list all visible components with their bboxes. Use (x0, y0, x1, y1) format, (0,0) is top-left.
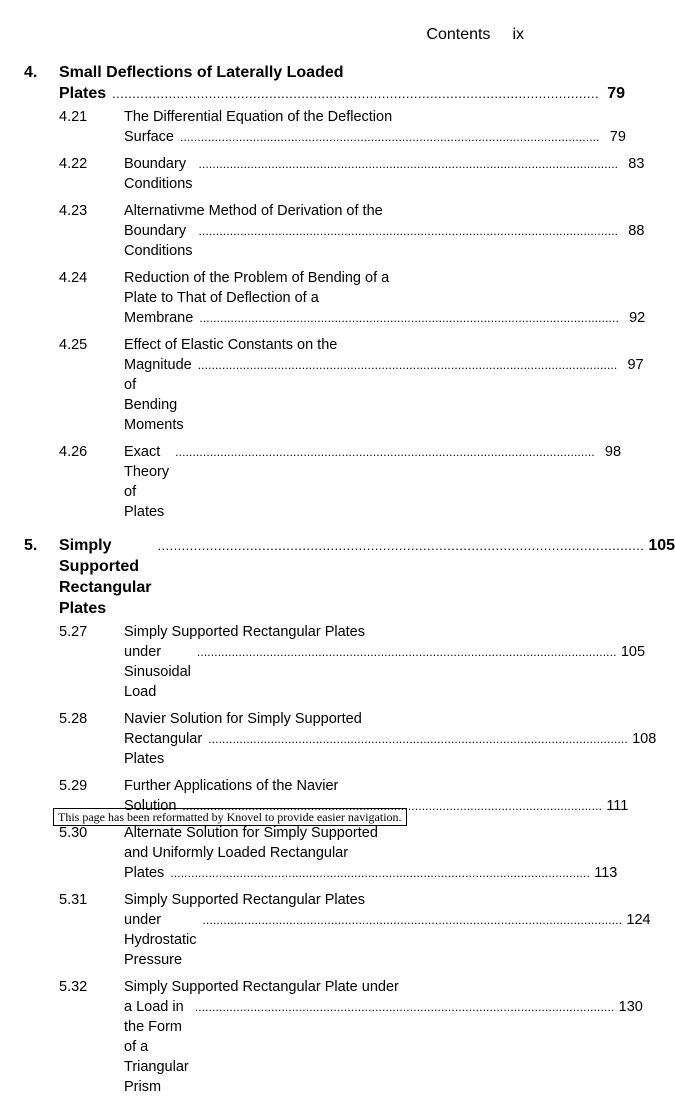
section-title-line: Solution (124, 798, 177, 814)
dot-leader (199, 154, 617, 174)
section-page-number: 113 (594, 865, 618, 881)
section-title-line: Rectangular Plates (124, 731, 203, 767)
dot-leader (112, 83, 597, 104)
chapter-page-number: 105 (648, 537, 675, 554)
chapter-number: 4. (24, 64, 38, 81)
section-number: 4.23 (59, 203, 88, 219)
section-page-number: 92 (629, 310, 646, 326)
dot-leader (203, 910, 621, 930)
section-entry[interactable] (24, 709, 657, 769)
chapter-heading[interactable] (24, 535, 675, 619)
section-title-line: Magnitude of Bending Moments (124, 357, 192, 433)
section-title-line: Effect of Elastic Constants on the (124, 337, 338, 353)
chapter-title-line: Simply Supported Rectangular Plates (59, 537, 152, 617)
section-page-number: 108 (632, 731, 657, 747)
section-page-number: 111 (606, 798, 629, 814)
section-page-number: 105 (620, 644, 646, 660)
section-page-number: 83 (628, 156, 645, 172)
running-header (426, 26, 524, 44)
header-page-number: ix (512, 26, 524, 43)
chapter-title-line: Plates (59, 85, 107, 102)
section-entry[interactable] (24, 201, 645, 261)
section-title-line: The Differential Equation of the Deflection (124, 109, 393, 125)
dot-leader (195, 997, 613, 1017)
footer-note: This page has been reformatted by Knovel to provide easier navigation. (53, 808, 407, 826)
section-number: 5.31 (59, 892, 88, 908)
section-page-number: 79 (609, 129, 626, 145)
dot-leader (199, 308, 617, 328)
section-page-number: 98 (604, 444, 622, 460)
section-entry[interactable] (24, 335, 644, 435)
section-title-line: under Sinusoidal Load (124, 644, 191, 700)
section-title-line: and Uniformly Loaded Rectangular (124, 845, 349, 861)
dot-leader (197, 642, 615, 662)
table-of-contents (24, 62, 675, 1110)
section-title-line: Exact Theory of Plates (124, 444, 170, 520)
dot-leader (175, 442, 593, 462)
section-number: 4.22 (59, 156, 88, 172)
dot-leader (199, 221, 617, 241)
section-entry[interactable] (24, 977, 643, 1097)
section-number: 4.25 (59, 337, 88, 353)
section-title-line: Navier Solution for Simply Supported (124, 711, 362, 727)
dot-leader (157, 535, 642, 556)
section-title-line: Alternate Solution for Simply Supported (124, 825, 378, 841)
section-page-number: 88 (628, 223, 645, 239)
section-number: 5.27 (59, 624, 88, 640)
section-entry[interactable] (24, 154, 645, 194)
section-entry[interactable] (24, 107, 626, 147)
section-title-line: a Load in the Form of a Triangular Prism (124, 999, 189, 1095)
section-number: 5.28 (59, 711, 88, 727)
section-number: 5.32 (59, 979, 88, 995)
section-title-line: Reduction of the Problem of Bending of a (124, 270, 390, 286)
section-number: 4.21 (59, 109, 88, 125)
section-title-line: Simply Supported Rectangular Plates (124, 624, 365, 640)
section-title-line: Alternativme Method of Derivation of the (124, 203, 383, 219)
dot-leader (198, 355, 616, 375)
section-title-line: Simply Supported Rectangular Plates (124, 892, 365, 908)
section-number: 4.26 (59, 444, 88, 460)
section-entry[interactable] (24, 890, 651, 970)
section-page-number: 97 (627, 357, 644, 373)
section-title-line: Surface (124, 129, 174, 145)
dot-leader (180, 127, 598, 147)
section-title-line: Boundary Conditions (124, 223, 193, 259)
section-number: 5.30 (59, 825, 88, 841)
section-title-line: Plate to That of Deflection of a (124, 290, 319, 306)
section-title-line: Plates (124, 865, 165, 881)
chapter-entry (24, 62, 646, 522)
section-number: 4.24 (59, 270, 88, 286)
header-title: Contents (426, 26, 491, 43)
section-title-line: Boundary Conditions (124, 156, 193, 192)
section-entry[interactable] (24, 442, 622, 522)
section-page-number: 124 (626, 912, 651, 928)
chapter-heading[interactable] (24, 62, 625, 104)
section-entry[interactable] (24, 268, 646, 328)
chapter-title-line: Small Deflections of Laterally Loaded (59, 64, 344, 81)
chapter-page-number: 79 (607, 85, 625, 102)
section-entry[interactable] (24, 823, 618, 883)
dot-leader (170, 863, 588, 883)
dot-leader (208, 729, 626, 749)
section-entry[interactable] (24, 622, 646, 702)
section-page-number: 130 (618, 999, 643, 1015)
section-title-line: Membrane (124, 310, 194, 326)
section-title-line: Further Applications of the Navier (124, 778, 339, 794)
section-title-line: Simply Supported Rectangular Plate under (124, 979, 399, 995)
chapter-number: 5. (24, 537, 38, 554)
section-title-line: under Hydrostatic Pressure (124, 912, 197, 968)
section-number: 5.29 (59, 778, 88, 794)
